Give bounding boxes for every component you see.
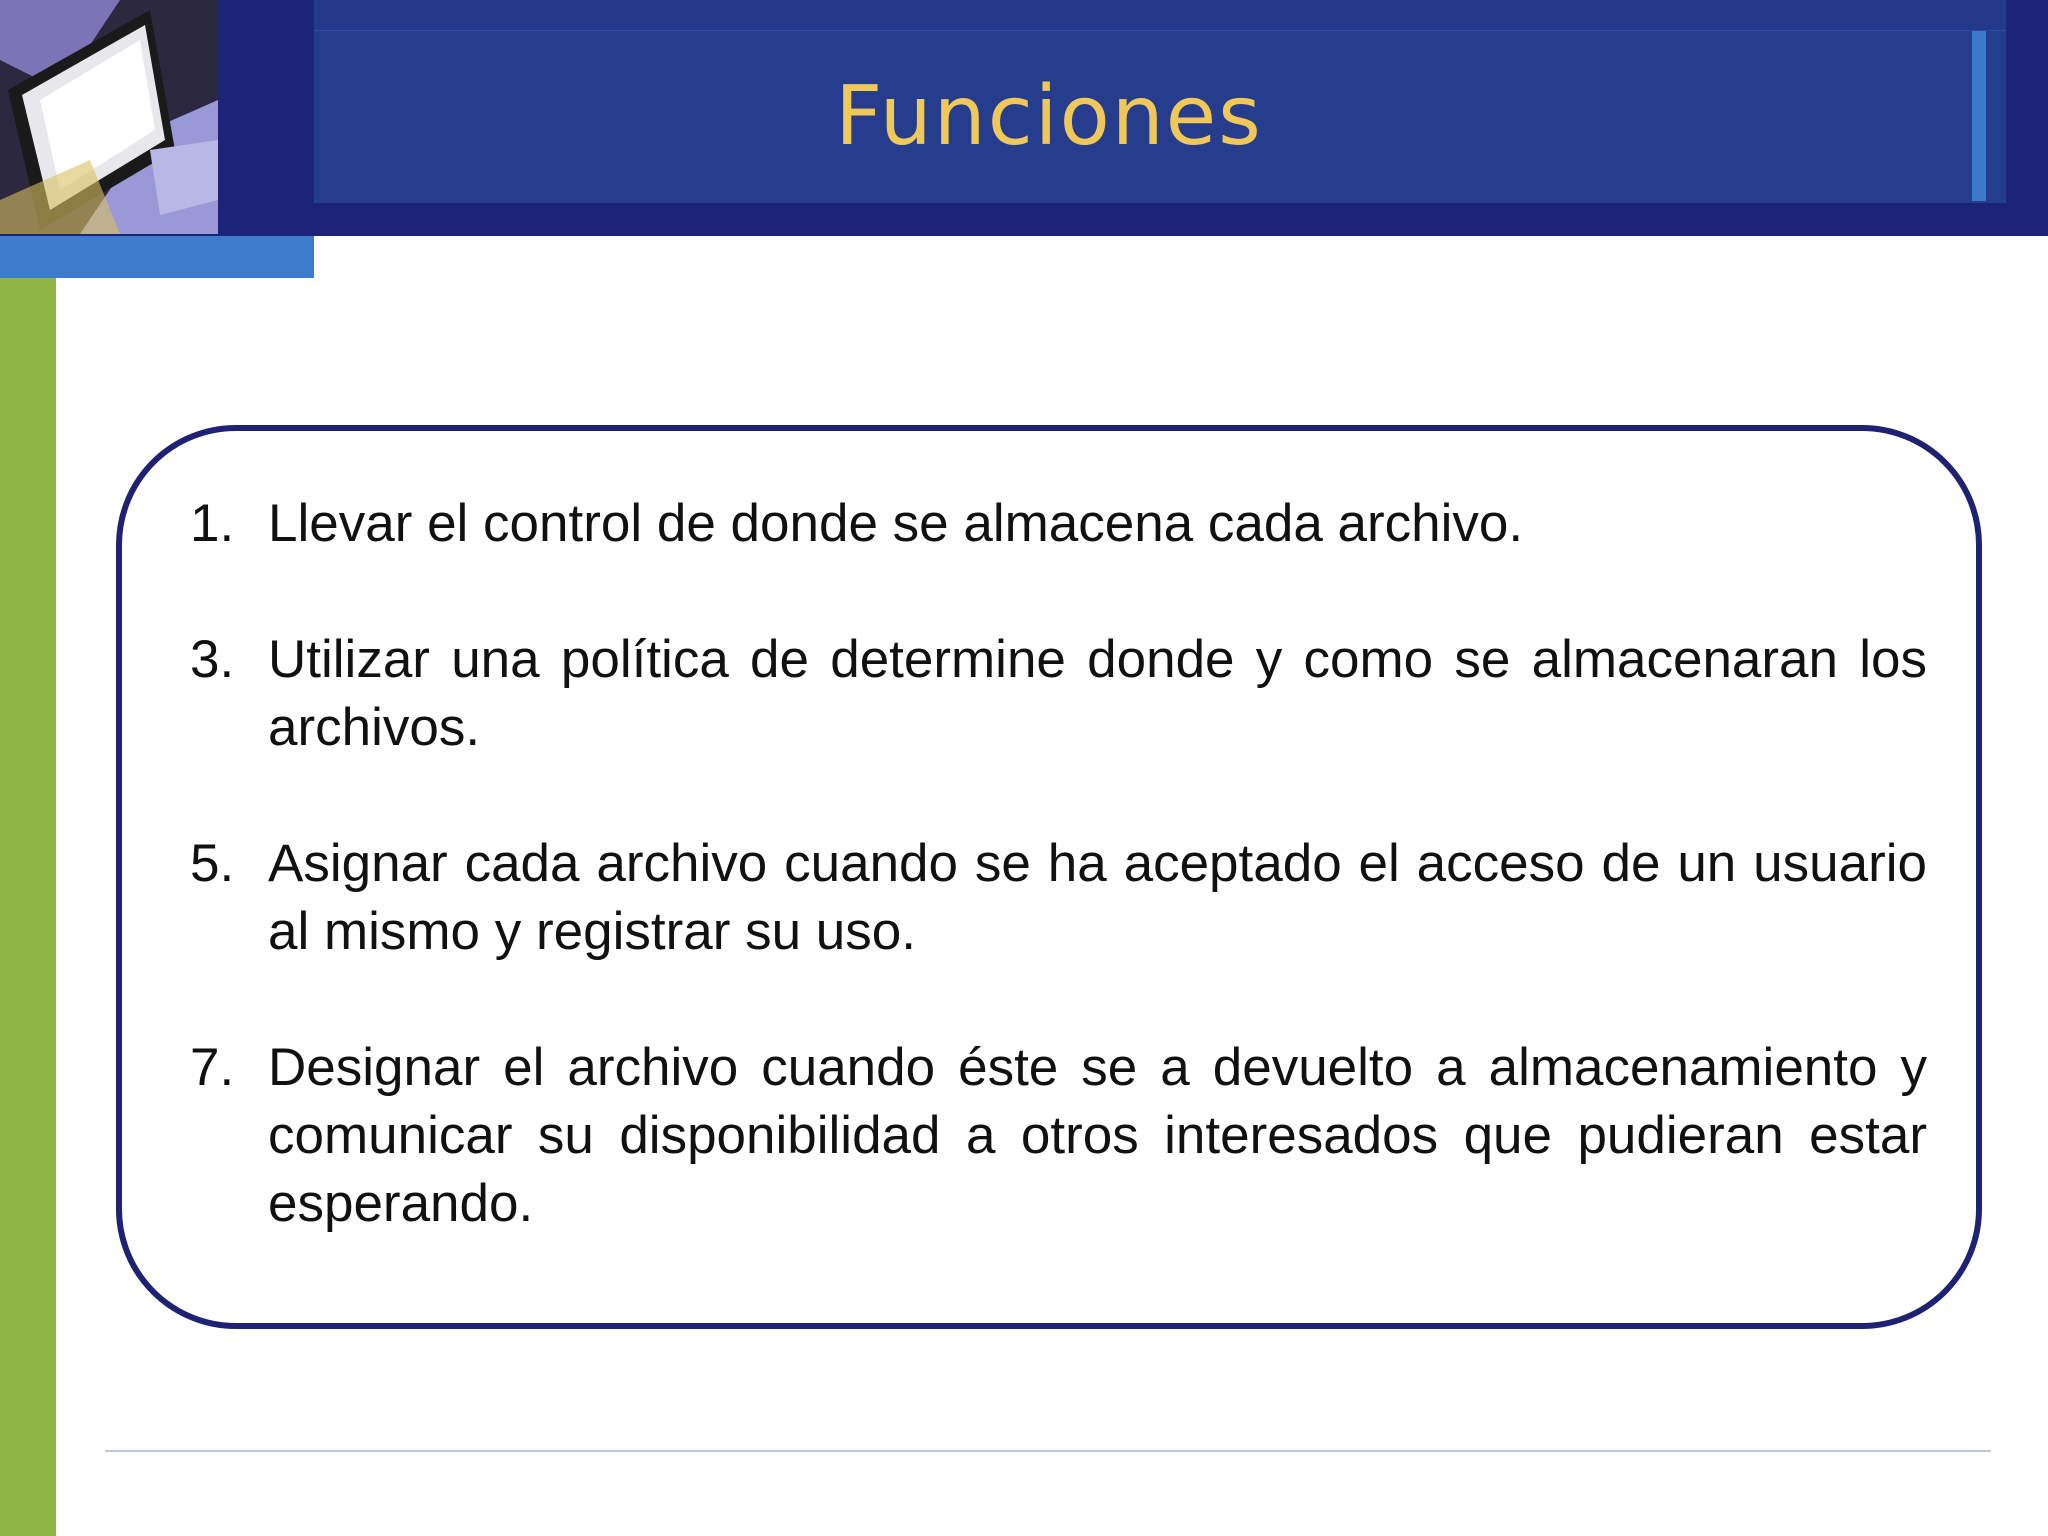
title-panel-top [314,0,2006,30]
item-number: 3. [190,630,235,689]
computer-monitor-image [0,0,218,234]
slide-title: Funciones [835,68,1263,164]
list-item [190,626,1927,762]
item-text: Designar el archivo cuando éste se a devuelto a almacenamiento y comunicar su disponibilidad a otros interesados que pudieran estar esperando. [268,1038,1927,1233]
item-text: Asignar cada archivo cuando se ha aceptado el acceso de un usuario al mismo y registrar su uso. [268,834,1927,961]
item-text: Utilizar una política de determine donde y como se almacenaran los archivos. [268,630,1927,757]
accent-strip [0,236,314,278]
item-number: 1. [190,494,235,553]
title-accent-bar [1972,31,1986,201]
list-item [190,830,1927,966]
monitor-icon [0,0,218,234]
item-number: 5. [190,834,235,893]
footer-divider [105,1450,1991,1452]
functions-list [190,490,1927,1306]
item-text: Llevar el control de donde se almacena cada archivo. [268,494,1524,553]
item-number: 7. [190,1038,235,1097]
list-item [190,490,1927,558]
side-green-bar [0,278,56,1536]
list-item [190,1034,1927,1238]
